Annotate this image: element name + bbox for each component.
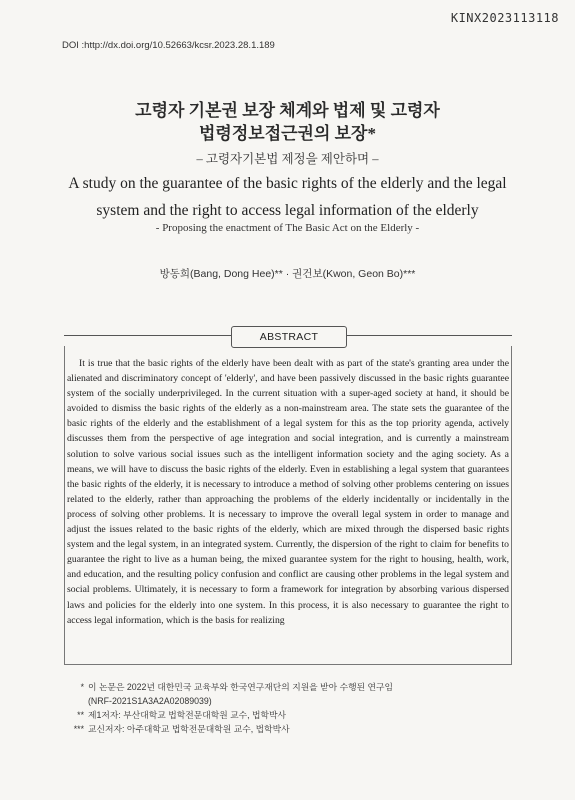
footnote-text: 교신저자: 아주대학교 법학전문대학원 교수, 법학박사	[88, 724, 290, 734]
footnote-text: 이 논문은 2022년 대한민국 교육부와 한국연구재단의 지원을 받아 수행된 연구임	[88, 682, 393, 692]
footnote-mark: ***	[73, 724, 84, 734]
footnote-mark: **	[77, 710, 84, 720]
korean-subtitle: – 고령자기본법 제정을 제안하며 –	[196, 152, 379, 166]
footnote-corresponding-author	[62, 722, 522, 736]
english-subtitle: - Proposing the enactment of The Basic Act on the Elderly -	[155, 222, 420, 234]
title-block	[0, 99, 575, 234]
footnote-funding	[62, 680, 522, 694]
footnotes	[62, 680, 522, 736]
footnote-grant-number: (NRF-2021S1A3A2A02089039)	[88, 696, 212, 706]
english-title-line2: system and the right to access legal information of the elderly	[96, 202, 479, 219]
footnote-mark: *	[80, 682, 84, 692]
abstract-body: It is true that the basic rights of the elderly have been dealt with as part of the state's granting area under the alienated and discriminatory concept of 'elderly', and have been passively discussed in the basic rights guarantee system of the socially underprivileged. In the current situation with a super-aged society at hand, it should be avoided to dismiss the basic rights of the elderly as a non-mainstream area. The state sets the guarantee of the basic rights of the elderly and the establishment of a legal system for this as the top priority agenda, actively discusses them from the perspective of age integration and social integration, and is currently a mainstream solution to solve various social issues such as the intelligent information society and the aging society. As a means, we will have to discuss the basic rights of the elderly. Even in establishing a legal system that guarantees the basic rights of the elderly, it is necessary to introduce a method of solving other problems centering on issues related to the elderly, rather than approaching the problems of the elderly incidentally or incidentally in the process of solving other problems. It is necessary to improve the overall legal system in order to manage and adjust the issues related to the basic rights of the elderly, which are mixed through the dispersed basic rights system and the legal system, in an integrated system. Currently, the dispersion of the right to claim for benefits to guarantee the right to live as a human being, the mixed guarantee system for the right to housing, health, work, and education, and the resulting policy confusion and conflict are causing other problems in the legal system and social problems. Ultimately, it is necessary to form a framework for integration by absorbing various dispersed laws and policies for the elderly into one system. In this process, it is also necessary to guarantee the right to access legal information, which is the basis for realizing	[67, 358, 509, 626]
korean-title-line2: 법령정보접근권의 보장*	[199, 124, 376, 143]
abstract-heading: ABSTRACT	[231, 326, 347, 348]
footnote-first-author	[62, 708, 522, 722]
document-id: KINX2023113118	[450, 11, 559, 25]
doi-link[interactable]: DOI :http://dx.doi.org/10.52663/kcsr.2023.28.1.189	[62, 40, 275, 51]
footnote-text: 제1저자: 부산대학교 법학전문대학원 교수, 법학박사	[88, 710, 287, 720]
korean-title-line1: 고령자 기본권 보장 체계와 법제 및 고령자	[135, 101, 440, 120]
author-line: 방동희(Bang, Dong Hee)** · 권건보(Kwon, Geon Bo)***	[159, 268, 416, 280]
english-title-line1: A study on the guarantee of the basic rights of the elderly and the legal	[68, 175, 507, 192]
